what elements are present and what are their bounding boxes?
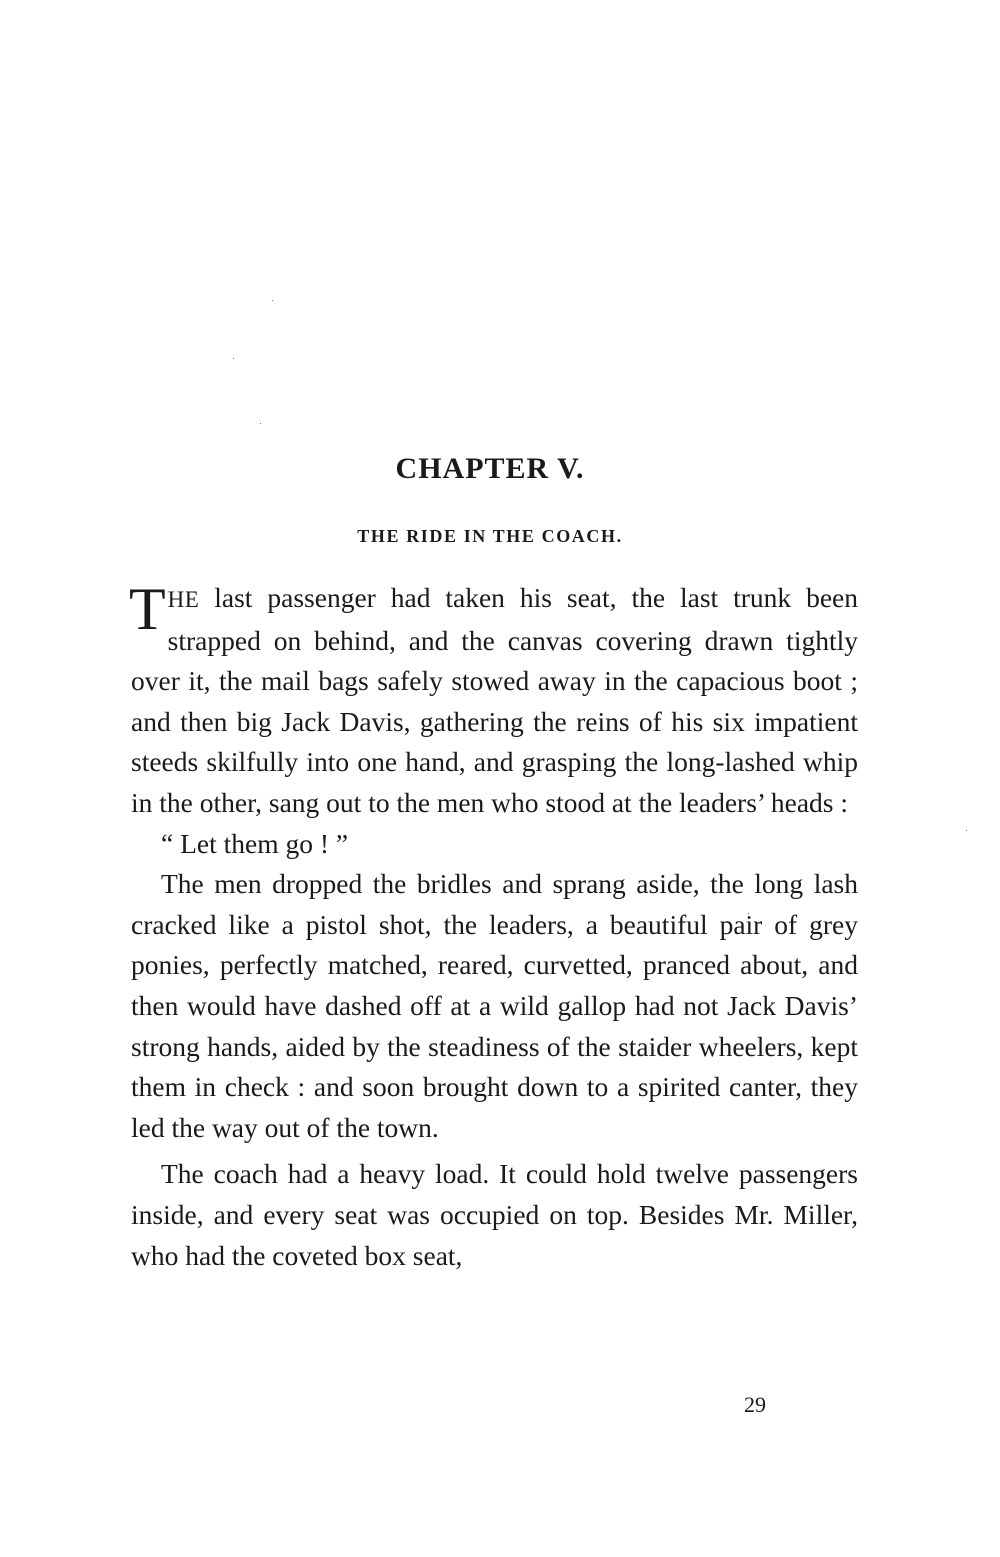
chapter-heading: CHAPTER V.	[395, 452, 585, 485]
paper-speck	[233, 358, 234, 359]
paragraph-3: The coach had a heavy load. It could hold twelve passengers inside, and every seat was occupied on top. Besides Mr. Miller, who had the coveted box seat,	[131, 1158, 858, 1271]
paragraph-1-text: last passenger had taken his seat, the last trunk been strapped on behind, and the canvas covering drawn tightly over it, the mail bags safely stowed away in the capacious boot ; and then big Jack Davis, gathering the reins of his six impatient steeds skilfully into one hand, and grasping the long-lashed whip in the other, sang out to the men who stood at the leaders’ heads :	[131, 582, 858, 818]
quote-paragraph: “ Let them go ! ”	[161, 827, 349, 859]
chapter-subtitle: THE RIDE IN THE COACH.	[357, 526, 623, 546]
chapter-body	[131, 578, 858, 1276]
lead-caps: HE	[167, 587, 200, 612]
drop-cap: T	[129, 576, 166, 642]
paragraph-2: The men dropped the bridles and sprang aside, the long lash cracked like a pistol shot, the leaders, a beautiful pair of grey ponies, perfectly matched, reared, curvetted, pranced about, and then would have dashed off at a wild gallop had not Jack Davis’ strong hands, aided by the steadiness of the staider wheelers, kept them in check : and soon brought down to a spirited canter, they led the way out of the town.	[131, 868, 858, 1143]
paper-speck	[260, 423, 261, 424]
paragraph-1	[131, 578, 858, 824]
page-number: 29	[744, 1392, 766, 1417]
paper-speck	[272, 300, 273, 301]
paper-speck	[966, 830, 967, 831]
